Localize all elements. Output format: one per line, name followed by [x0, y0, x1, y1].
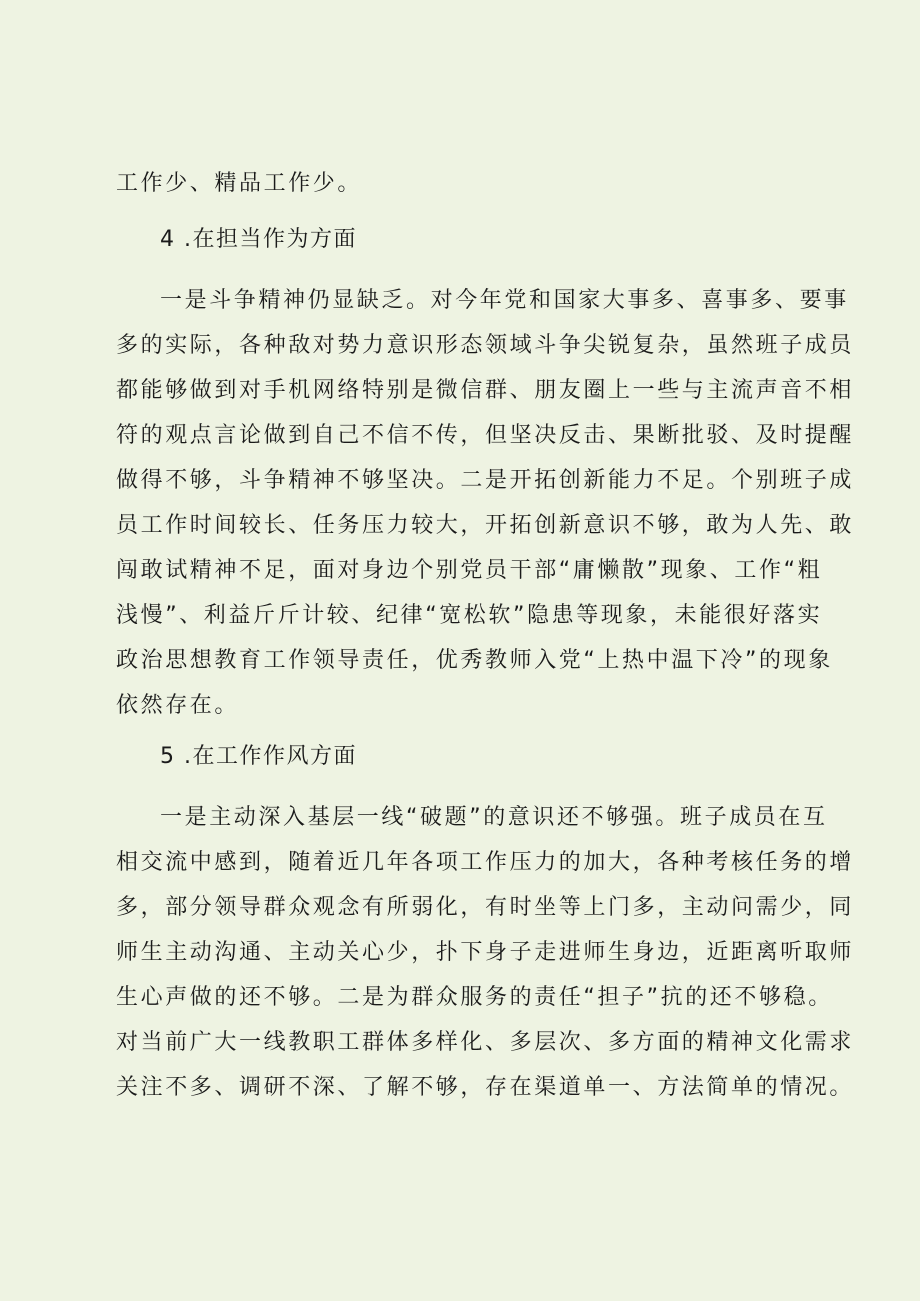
paragraph-line: 生心声做的还不够。二是为群众服务的责任“担子”抗的还不够稳。: [116, 985, 833, 1010]
paragraph-line: 对当前广大一线教职工群体多样化、多层次、多方面的精神文化需求: [116, 1030, 855, 1055]
paragraph-line: 都能够做到对手机网络特别是微信群、朋友圈上一些与主流声音不相: [116, 378, 855, 403]
paragraph-line: 相交流中感到，随着近几年各项工作压力的加大，各种考核任务的增: [116, 850, 855, 875]
paragraph-line: 师生主动沟通、主动关心少，扑下身子走进师生身边，近距离听取师: [116, 940, 855, 965]
paragraph-line: 依然存在。: [116, 693, 240, 718]
paragraph-line: 做得不够，斗争精神不够坚决。二是开拓创新能力不足。个别班子成: [116, 468, 855, 493]
paragraph-line: 关注不多、调研不深、了解不够，存在渠道单一、方法简单的情况。: [116, 1075, 855, 1100]
paragraph-line: 闯敢试精神不足，面对身边个别党员干部“庸懒散”现象、工作“粗: [116, 558, 823, 583]
paragraph-line: 多，部分领导群众观念有所弱化，有时坐等上门多，主动问需少，同: [116, 895, 855, 920]
section-4-heading: 4 .在担当作为方面: [160, 227, 357, 252]
paragraph-line: 多的实际，各种敌对势力意识形态领域斗争尖锐复杂，虽然班子成员: [116, 333, 855, 358]
paragraph-line: 一是斗争精神仍显缺乏。对今年党和国家大事多、喜事多、要事: [160, 288, 849, 313]
section-5-heading: 5 .在工作作风方面: [160, 744, 357, 769]
paragraph-line: 员工作时间较长、任务压力较大，开拓创新意识不够，敢为人先、敢: [116, 513, 855, 538]
paragraph-line: 浅慢”、利益斤斤计较、纪律“宽松软”隐患等现象，未能很好落实: [116, 603, 823, 628]
paragraph-line: 符的观点言论做到自己不信不传，但坚决反击、果断批驳、及时提醒: [116, 423, 855, 448]
continuation-line: 工作少、精品工作少。: [116, 171, 363, 196]
paragraph-line: 一是主动深入基层一线“破题”的意识还不够强。班子成员在互: [160, 805, 828, 830]
paragraph-line: 政治思想教育工作领导责任，优秀教师入党“上热中温下冷”的现象: [116, 648, 833, 673]
